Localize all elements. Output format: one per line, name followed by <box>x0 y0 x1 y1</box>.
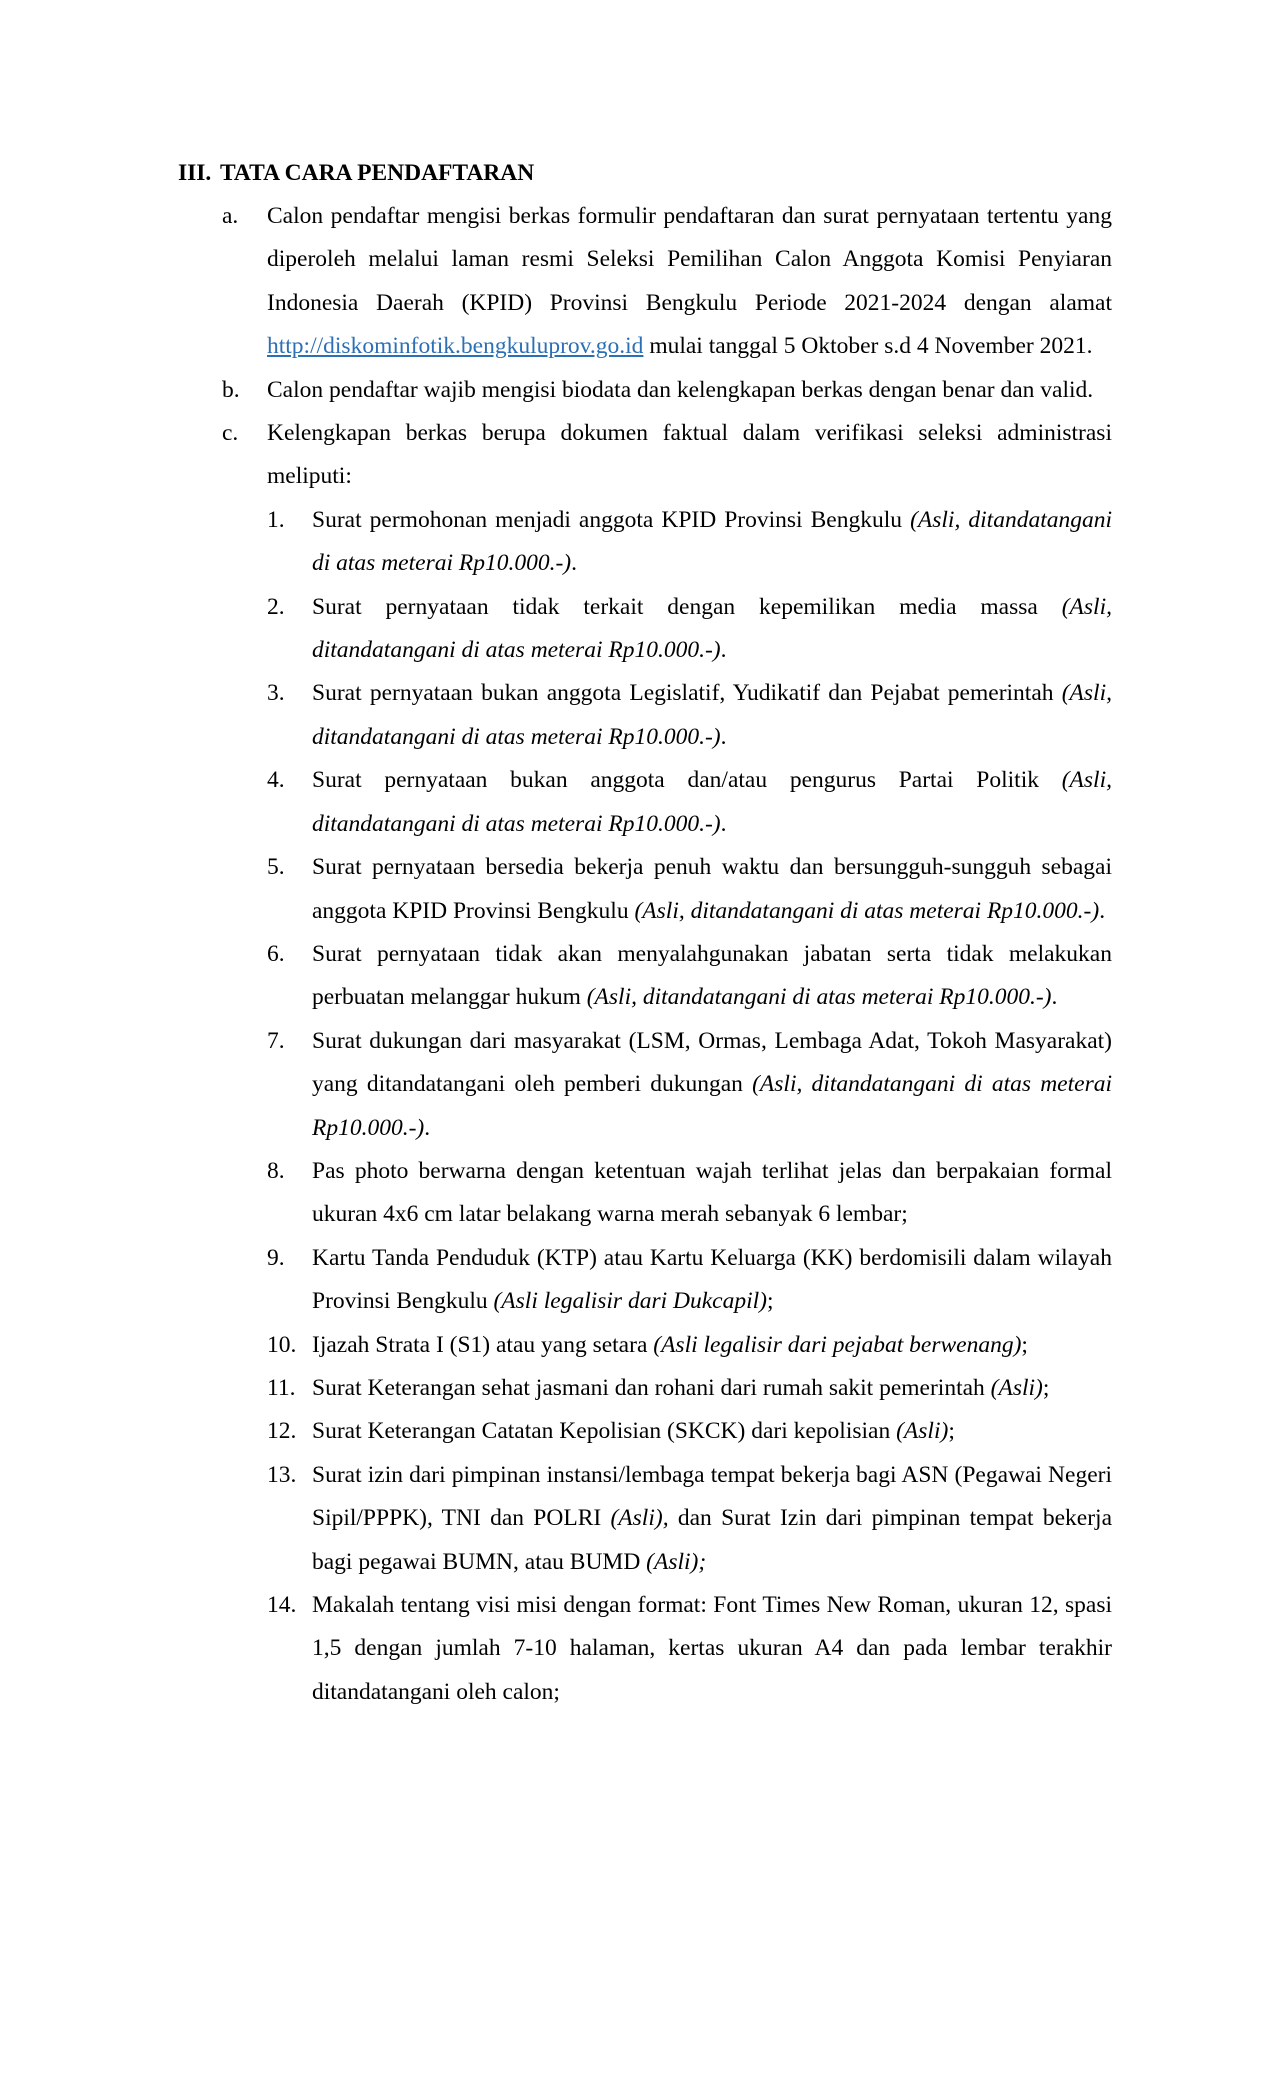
item-note: (Asli, ditandatangani di atas meterai Rp10.000.-) <box>312 680 1112 750</box>
list-number: 9. <box>267 1244 285 1271</box>
list-number: 14. <box>267 1592 297 1618</box>
list-item <box>267 1237 1112 1324</box>
item-c-text: Kelengkapan berkas berupa dokumen faktual dalam verifikasi seleksi administrasi meliputi: <box>267 420 1112 490</box>
item-a-text-after: mulai tanggal 5 Oktober s.d 4 November 2021. <box>643 333 1093 360</box>
item-ending: . <box>720 637 727 664</box>
list-item-c <box>222 412 1112 1714</box>
list-number: 13. <box>267 1461 297 1488</box>
registration-link[interactable]: http://diskominfotik.bengkuluprov.go.id <box>267 333 644 360</box>
item-text: Surat izin dari pimpinan instansi/lembaga tempat bekerja bagi ASN (Pegawai Negeri Sipil/PPPK), TNI dan POLRI <box>312 1461 1112 1532</box>
list-number: 8. <box>267 1157 285 1184</box>
item-text: Surat pernyataan tidak akan menyalahgunakan jabatan serta tidak melakukan perbuatan melanggar hukum <box>312 940 1112 1011</box>
item-ending: . <box>720 723 727 750</box>
item-ending: . <box>424 1114 431 1141</box>
list-marker: c. <box>222 420 239 447</box>
item-text: Kartu Tanda Penduduk (KTP) atau Kartu Keluarga (KK) berdomisili dalam wilayah Provinsi Bengkulu <box>312 1244 1112 1315</box>
item-ending: . <box>1051 984 1058 1011</box>
item-text-continued: dan Surat Izin dari pimpinan tempat bekerja bagi pegawai BUMN, atau BUMD <box>312 1505 1112 1575</box>
document-checklist <box>267 499 1112 1714</box>
item-note: (Asli legalisir dari Dukcapil) <box>493 1288 767 1315</box>
list-number: 4. <box>267 767 285 794</box>
item-ending: . <box>1099 897 1106 924</box>
item-text: Surat permohonan menjadi anggota KPID Provinsi Bengkulu <box>312 506 911 533</box>
section-number: III. <box>178 160 212 186</box>
list-item <box>267 1324 1112 1367</box>
item-note: (Asli) <box>990 1374 1043 1401</box>
item-b-text: Calon pendaftar wajib mengisi biodata dan kelengkapan berkas dengan benar dan valid. <box>267 376 1094 403</box>
list-number: 11. <box>267 1374 296 1401</box>
item-text: Makalah tentang visi misi dengan format: Font Times New Roman, ukuran 12, spasi 1,5 dengan jumlah 7-10 halaman, kertas ukuran A4 dan pada lembar terakhir ditandatangani oleh calon; <box>312 1592 1112 1705</box>
list-item <box>267 499 1112 586</box>
list-item <box>267 846 1112 933</box>
item-text: Surat dukungan dari masyarakat (LSM, Ormas, Lembaga Adat, Tokoh Masyarakat) yang ditandatangani oleh pemberi dukungan <box>312 1027 1112 1098</box>
item-note: (Asli, ditandatangani di atas meterai Rp10.000.-) <box>312 593 1112 664</box>
list-item <box>267 1367 1112 1410</box>
item-text: Ijazah Strata I (S1) atau yang setara <box>312 1331 654 1358</box>
item-note: (Asli legalisir dari pejabat berwenang) <box>653 1331 1022 1358</box>
list-marker: b. <box>222 376 240 403</box>
section-title: TATA CARA PENDAFTARAN <box>220 160 535 186</box>
list-item <box>267 672 1112 759</box>
list-number: 10. <box>267 1331 297 1358</box>
item-text: Surat Keterangan Catatan Kepolisian (SKCK) dari kepolisian <box>312 1418 897 1445</box>
item-ending: . <box>571 550 577 577</box>
item-text: Pas photo berwarna dengan ketentuan wajah terlihat jelas dan berpakaian formal ukuran 4x6 cm latar belakang warna merah sebanyak 6 lembar; <box>312 1157 1112 1228</box>
item-ending: ; <box>1042 1374 1050 1401</box>
item-note-continued: (Asli); <box>646 1548 707 1575</box>
item-text: Surat pernyataan bukan anggota dan/atau pengurus Partai Politik <box>312 767 1062 794</box>
list-number: 7. <box>267 1027 285 1054</box>
item-note: (Asli, ditandatangani di atas meterai Rp10.000.-) <box>312 767 1112 837</box>
item-note: (Asli), <box>610 1505 669 1532</box>
list-item <box>267 933 1112 1020</box>
item-ending: . <box>720 810 727 837</box>
list-item <box>267 1454 1112 1584</box>
item-note: (Asli, ditandatangani di atas meterai Rp10.000.-) <box>634 897 1100 924</box>
list-number: 2. <box>267 593 285 620</box>
list-number: 6. <box>267 940 285 967</box>
item-note: (Asli, ditandatangani di atas meterai Rp10.000.-) <box>312 506 1113 577</box>
item-ending: ; <box>766 1288 774 1315</box>
list-item <box>267 759 1112 846</box>
item-text: Surat Keterangan sehat jasmani dan rohani dari rumah sakit pemerintah <box>312 1374 991 1401</box>
list-marker: a. <box>222 203 239 229</box>
list-number: 1. <box>267 506 285 533</box>
item-text: Surat pernyataan bersedia bekerja penuh waktu dan bersungguh-sungguh sebagai anggota KPID Provinsi Bengkulu <box>312 854 1112 924</box>
item-ending: ; <box>948 1418 955 1445</box>
list-item <box>267 586 1112 673</box>
list-item <box>267 1584 1112 1714</box>
list-item-a <box>222 195 1112 369</box>
list-number: 3. <box>267 680 285 707</box>
requirements-list <box>222 195 1112 1714</box>
item-text: Surat pernyataan bukan anggota Legislatif, Yudikatif dan Pejabat pemerintah <box>312 680 1062 707</box>
list-number: 12. <box>267 1418 297 1445</box>
item-note: (Asli, ditandatangani di atas meterai Rp10.000.-) <box>312 1071 1112 1141</box>
section-heading <box>178 152 534 195</box>
item-note: (Asli, ditandatangani di atas meterai Rp10.000.-) <box>586 984 1052 1011</box>
item-a-text-before: Calon pendaftar mengisi berkas formulir pendaftaran dan surat pernyataan tertentu yang diperoleh melalui laman resmi Seleksi Pemilihan Calon Anggota Komisi Penyiaran Indonesia Daerah (KPID) Provinsi Bengkulu Periode 2021-2024 dengan alamat <box>267 203 1112 316</box>
list-item <box>267 1150 1112 1237</box>
list-item <box>267 1020 1112 1150</box>
list-item <box>267 1410 1112 1453</box>
item-ending: ; <box>1021 1331 1028 1358</box>
item-note: (Asli) <box>896 1418 949 1445</box>
item-text: Surat pernyataan tidak terkait dengan kepemilikan media massa <box>312 593 1062 620</box>
list-item-b <box>222 369 1112 412</box>
list-number: 5. <box>267 854 285 881</box>
